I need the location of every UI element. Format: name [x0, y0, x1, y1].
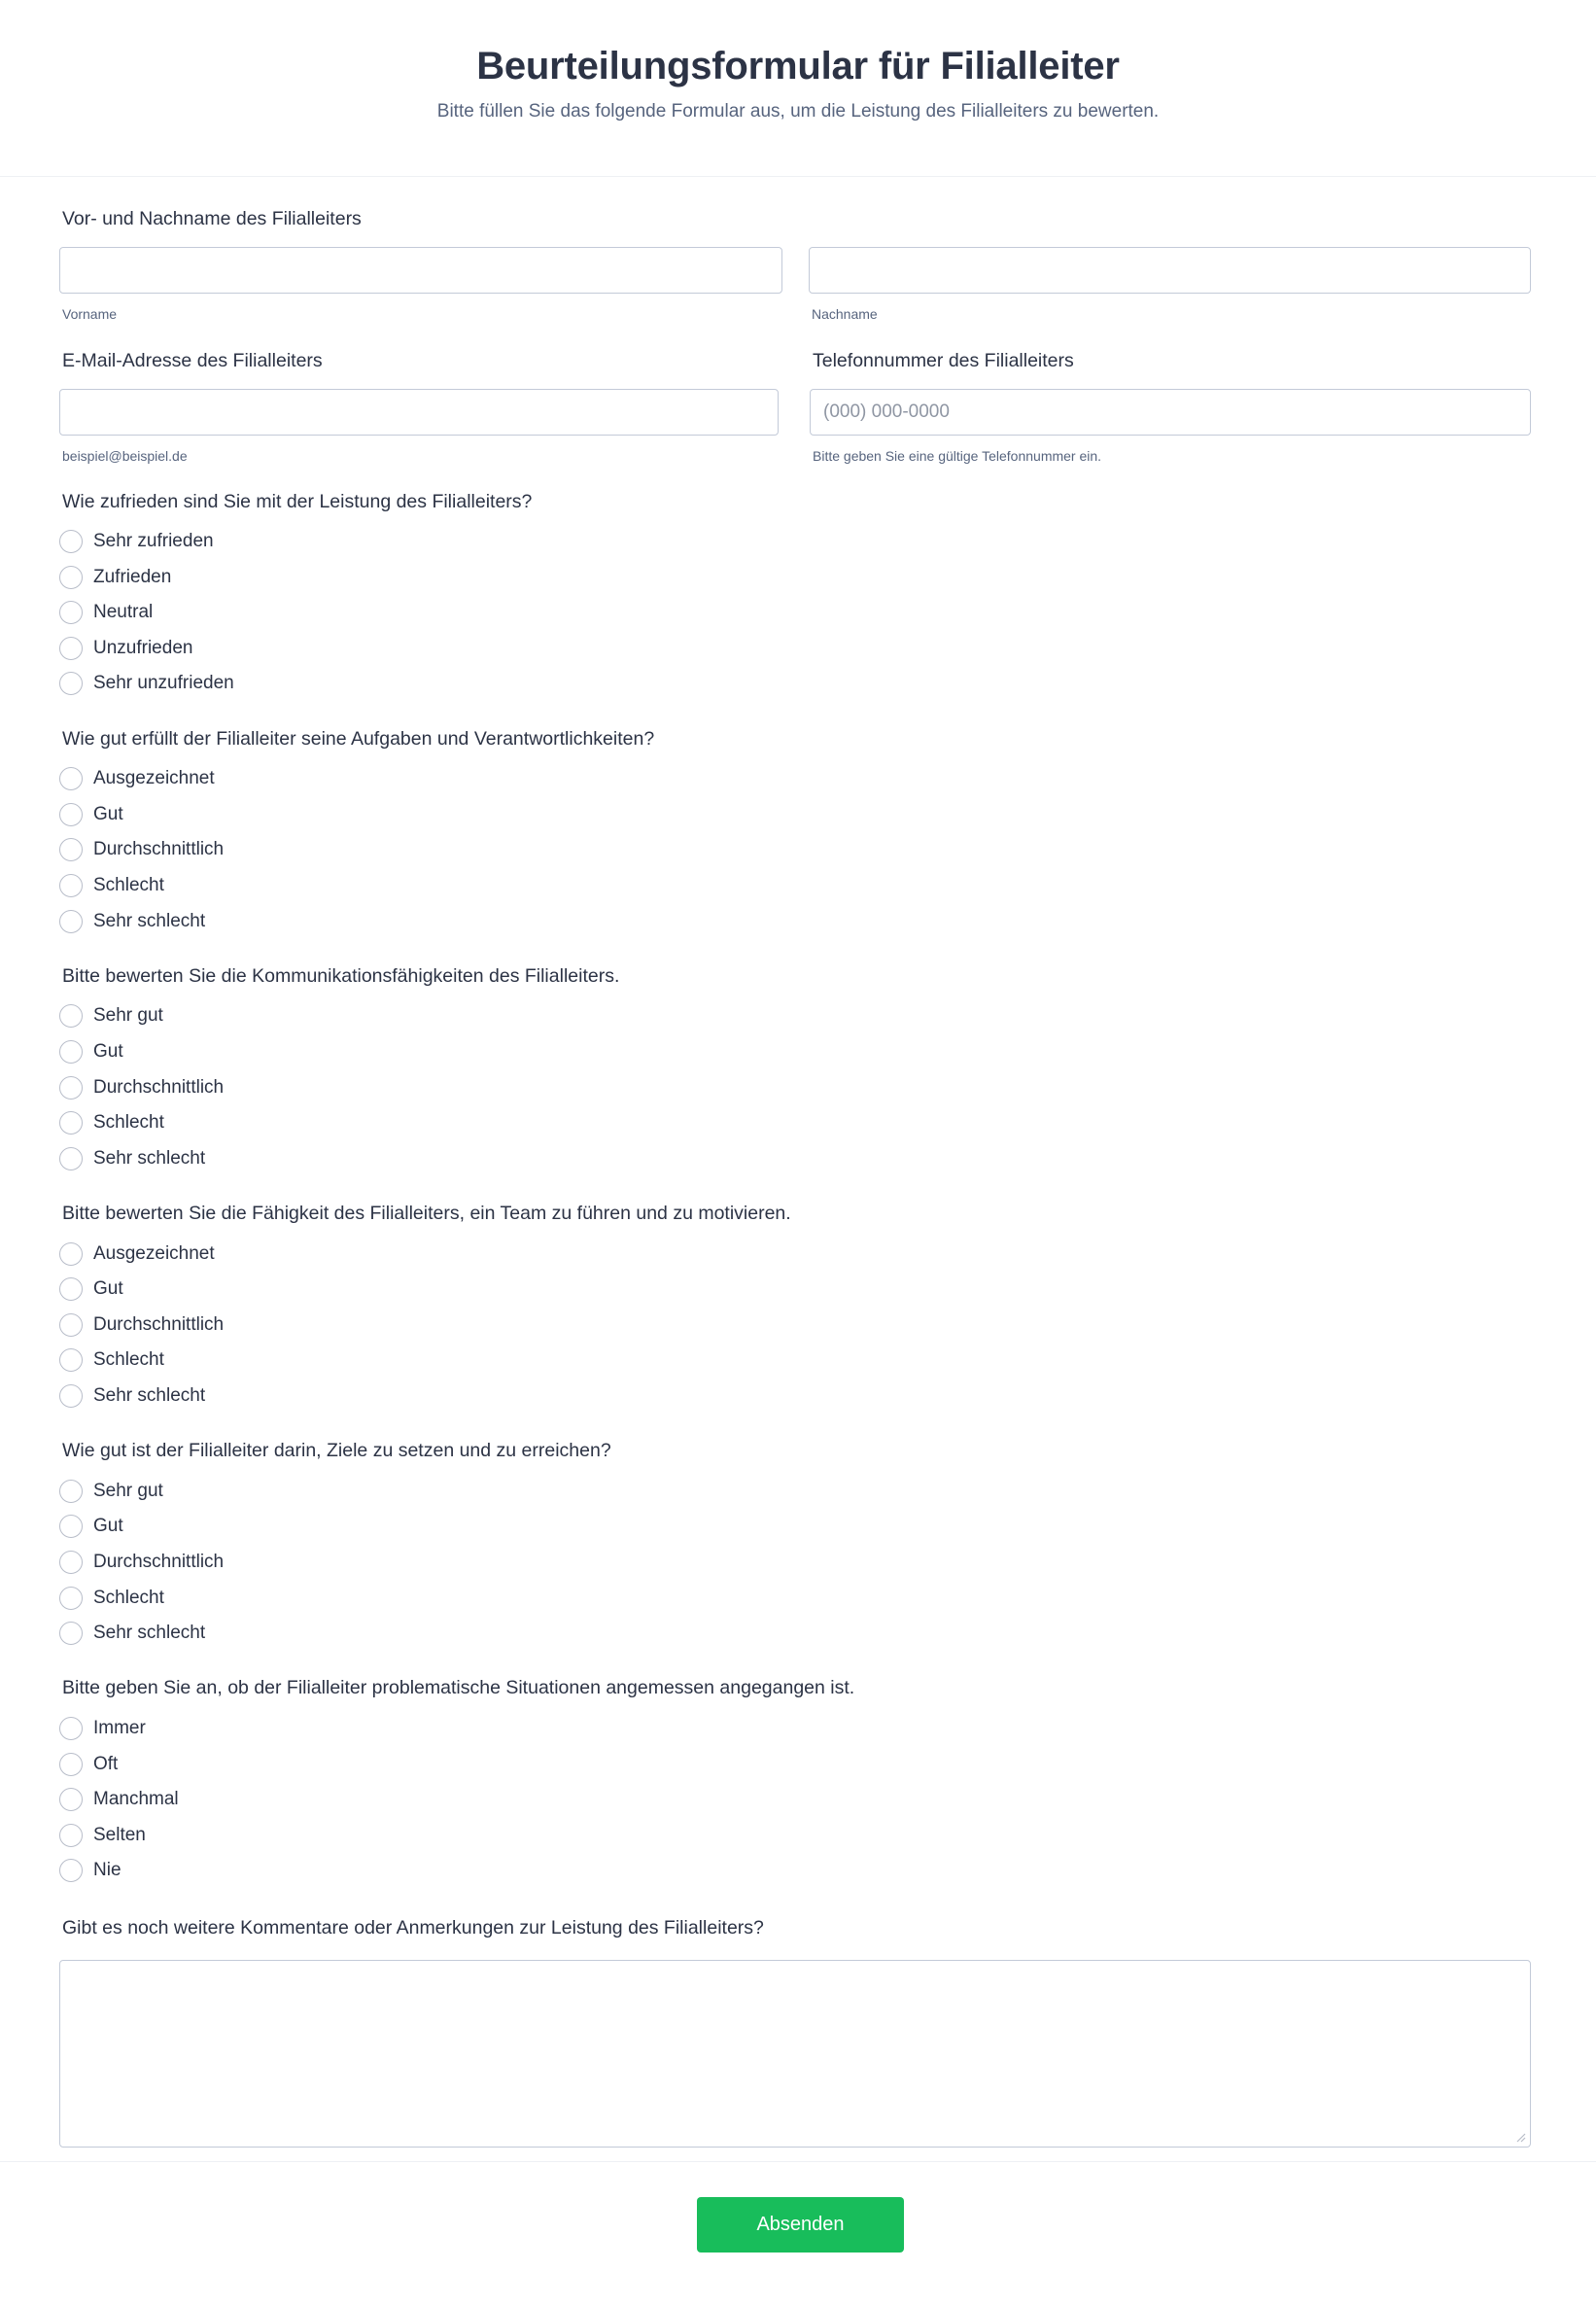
- radio-circle-icon[interactable]: [59, 1824, 83, 1847]
- radio-option[interactable]: [59, 1513, 123, 1540]
- radio-option-label: Schlecht: [93, 1588, 164, 1608]
- radio-option-label: Schlecht: [93, 875, 164, 895]
- radio-option[interactable]: [59, 1382, 205, 1410]
- radio-option-label: Immer: [93, 1718, 146, 1738]
- radio-option-label: Gut: [93, 1278, 123, 1299]
- radio-option-label: Sehr unzufrieden: [93, 673, 234, 693]
- radio-circle-icon[interactable]: [59, 530, 83, 553]
- email-input[interactable]: [59, 389, 779, 436]
- radio-option-label: Durchschnittlich: [93, 1552, 225, 1572]
- radio-circle-icon[interactable]: [59, 1551, 83, 1574]
- comments-label: Gibt es noch weitere Kommentare oder Anmerkungen zur Leistung des Filialleiters?: [62, 1917, 764, 1938]
- radio-option-label: Oft: [93, 1754, 119, 1774]
- last-name-input[interactable]: [809, 247, 1531, 294]
- radio-circle-icon[interactable]: [59, 1515, 83, 1538]
- page-subtitle: Bitte füllen Sie das folgende Formular aus, um die Leistung des Filialleiters zu bewerten.: [436, 101, 1160, 122]
- phone-label: Telefonnummer des Filialleiters: [813, 350, 1074, 371]
- radio-circle-icon[interactable]: [59, 1076, 83, 1100]
- email-sublabel: beispiel@beispiel.de: [62, 448, 188, 464]
- radio-circle-icon[interactable]: [59, 838, 83, 861]
- radio-option-label: Sehr gut: [93, 1481, 163, 1501]
- last-name-sublabel: Nachname: [812, 306, 878, 322]
- radio-option[interactable]: [59, 908, 205, 935]
- radio-option[interactable]: [59, 1240, 215, 1268]
- radio-circle-icon[interactable]: [59, 910, 83, 933]
- radio-circle-icon[interactable]: [59, 1004, 83, 1028]
- radio-circle-icon[interactable]: [59, 601, 83, 624]
- radio-circle-icon[interactable]: [59, 767, 83, 790]
- radio-option-label: Ausgezeichnet: [93, 768, 215, 788]
- phone-sublabel: Bitte geben Sie eine gültige Telefonnummer ein.: [813, 448, 1102, 464]
- resize-grip-icon[interactable]: [1514, 2131, 1526, 2143]
- comments-textarea[interactable]: [59, 1960, 1531, 2148]
- radio-option-label: Durchschnittlich: [93, 1077, 225, 1098]
- question-label: Wie zufrieden sind Sie mit der Leistung des Filialleiters?: [62, 491, 533, 512]
- radio-option-label: Zufrieden: [93, 567, 172, 587]
- radio-circle-icon[interactable]: [59, 1717, 83, 1740]
- radio-option[interactable]: [59, 1786, 179, 1813]
- radio-option[interactable]: [59, 1145, 205, 1172]
- radio-option-label: Durchschnittlich: [93, 839, 225, 859]
- radio-circle-icon[interactable]: [59, 803, 83, 826]
- radio-option[interactable]: [59, 1857, 121, 1884]
- radio-option[interactable]: [59, 1715, 146, 1742]
- radio-option-label: Manchmal: [93, 1789, 179, 1809]
- radio-option[interactable]: [59, 1109, 164, 1136]
- radio-option-label: Sehr gut: [93, 1005, 163, 1026]
- radio-circle-icon[interactable]: [59, 1111, 83, 1135]
- radio-circle-icon[interactable]: [59, 672, 83, 695]
- radio-option[interactable]: [59, 564, 171, 591]
- email-label: E-Mail-Adresse des Filialleiters: [62, 350, 323, 371]
- radio-option-label: Ausgezeichnet: [93, 1243, 215, 1264]
- first-name-sublabel: Vorname: [62, 306, 118, 322]
- radio-circle-icon[interactable]: [59, 1313, 83, 1337]
- radio-option-label: Sehr schlecht: [93, 911, 206, 931]
- radio-circle-icon[interactable]: [59, 1147, 83, 1170]
- radio-option[interactable]: [59, 528, 214, 555]
- radio-option[interactable]: [59, 1620, 205, 1647]
- radio-circle-icon[interactable]: [59, 1384, 83, 1408]
- phone-input[interactable]: [810, 389, 1531, 436]
- radio-option-label: Gut: [93, 1516, 123, 1536]
- radio-option-label: Gut: [93, 1041, 123, 1062]
- radio-option[interactable]: [59, 670, 234, 697]
- radio-circle-icon[interactable]: [59, 1040, 83, 1064]
- radio-option-label: Schlecht: [93, 1349, 164, 1370]
- radio-circle-icon[interactable]: [59, 1480, 83, 1503]
- radio-circle-icon[interactable]: [59, 874, 83, 897]
- question-label: Bitte bewerten Sie die Kommunikationsfähigkeiten des Filialleiters.: [62, 965, 620, 987]
- radio-option-label: Sehr schlecht: [93, 1623, 206, 1643]
- radio-option[interactable]: [59, 1822, 146, 1849]
- radio-option[interactable]: [59, 765, 215, 792]
- radio-option[interactable]: [59, 599, 153, 626]
- first-name-input[interactable]: [59, 247, 782, 294]
- radio-circle-icon[interactable]: [59, 1242, 83, 1266]
- radio-circle-icon[interactable]: [59, 1753, 83, 1776]
- radio-circle-icon[interactable]: [59, 1859, 83, 1882]
- radio-option[interactable]: [59, 1311, 224, 1339]
- radio-circle-icon[interactable]: [59, 1622, 83, 1645]
- radio-option[interactable]: [59, 801, 123, 828]
- radio-option[interactable]: [59, 1346, 164, 1374]
- radio-circle-icon[interactable]: [59, 1348, 83, 1372]
- radio-circle-icon[interactable]: [59, 1277, 83, 1301]
- name-label: Vor- und Nachname des Filialleiters: [62, 208, 362, 229]
- radio-circle-icon[interactable]: [59, 637, 83, 660]
- radio-option-label: Unzufrieden: [93, 638, 193, 658]
- radio-option-label: Neutral: [93, 602, 154, 622]
- radio-option[interactable]: [59, 635, 192, 662]
- radio-option[interactable]: [59, 1585, 164, 1612]
- radio-option-label: Schlecht: [93, 1112, 164, 1133]
- radio-option[interactable]: [59, 1751, 118, 1778]
- radio-option-label: Gut: [93, 804, 123, 824]
- radio-option-label: Sehr schlecht: [93, 1148, 206, 1169]
- question-label: Wie gut ist der Filialleiter darin, Ziele zu setzen und zu erreichen?: [62, 1440, 611, 1461]
- radio-option[interactable]: [59, 1002, 163, 1030]
- page-title: Beurteilungsformular für Filialleiter: [476, 45, 1120, 87]
- radio-option[interactable]: [59, 1275, 123, 1303]
- question-label: Bitte bewerten Sie die Fähigkeit des Filialleiters, ein Team zu führen und zu motivieren.: [62, 1203, 791, 1224]
- radio-circle-icon[interactable]: [59, 1788, 83, 1811]
- radio-option-label: Sehr zufrieden: [93, 531, 214, 551]
- submit-button[interactable]: Absenden: [697, 2197, 904, 2253]
- radio-option[interactable]: [59, 1478, 163, 1505]
- radio-option[interactable]: [59, 872, 164, 899]
- form-header: [0, 0, 1596, 177]
- radio-circle-icon[interactable]: [59, 1587, 83, 1610]
- radio-option-label: Sehr schlecht: [93, 1385, 206, 1406]
- question-label: Wie gut erfüllt der Filialleiter seine Aufgaben und Verantwortlichkeiten?: [62, 728, 655, 750]
- radio-circle-icon[interactable]: [59, 566, 83, 589]
- radio-option[interactable]: [59, 1038, 123, 1065]
- radio-option[interactable]: [59, 836, 224, 863]
- radio-option-label: Selten: [93, 1825, 146, 1845]
- question-label: Bitte geben Sie an, ob der Filialleiter problematische Situationen angemessen angegangen ist.: [62, 1677, 855, 1698]
- radio-option[interactable]: [59, 1549, 224, 1576]
- radio-option-label: Durchschnittlich: [93, 1314, 225, 1335]
- radio-option-label: Nie: [93, 1860, 121, 1880]
- radio-option[interactable]: [59, 1074, 224, 1101]
